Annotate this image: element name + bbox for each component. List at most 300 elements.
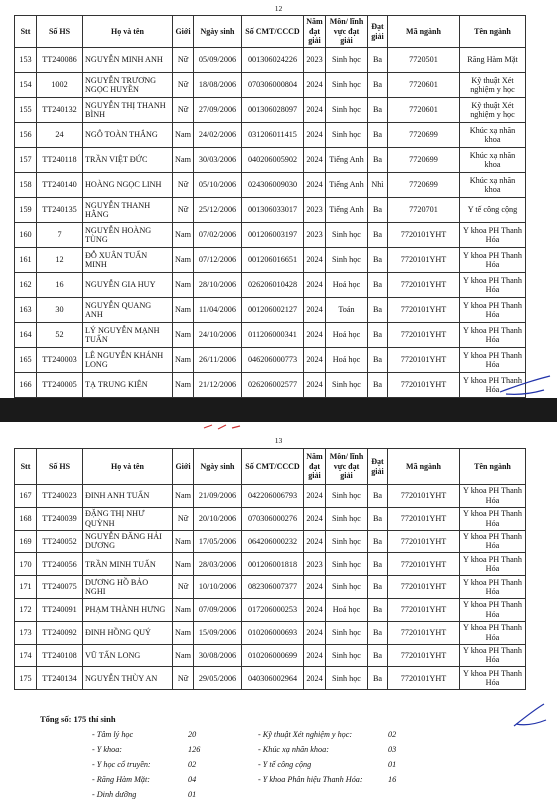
table-cell: Nam	[173, 323, 194, 348]
table-row	[15, 598, 526, 621]
table-cell: Sinh học	[326, 48, 368, 73]
table-cell: TT240075	[37, 576, 83, 599]
table-cell: 2023	[304, 553, 326, 576]
table-cell: Nữ	[173, 198, 194, 223]
table-cell: Y khoa PH Thanh Hóa	[460, 373, 526, 398]
table-cell: Y khoa PH Thanh Hóa	[460, 223, 526, 248]
table-cell: 026206010428	[242, 273, 304, 298]
table-row	[15, 173, 526, 198]
column-header: Tên ngành	[460, 449, 526, 485]
column-header: Môn/ lĩnh vực đạt giải	[326, 449, 368, 485]
table-cell: 12	[37, 248, 83, 273]
table-cell: Tiếng Anh	[326, 198, 368, 223]
table-cell: 2023	[304, 48, 326, 73]
table-cell: 28/10/2006	[194, 273, 242, 298]
table-cell: NGUYỄN ĐĂNG HẢI DƯƠNG	[83, 530, 173, 553]
table-cell: 001206003197	[242, 223, 304, 248]
table-cell: Nữ	[173, 73, 194, 98]
table-cell: 173	[15, 621, 37, 644]
table-cell: Nữ	[173, 576, 194, 599]
table-cell: 166	[15, 373, 37, 398]
table-cell: 172	[15, 598, 37, 621]
column-header: Tên ngành	[460, 16, 526, 48]
table-cell: 031206011415	[242, 123, 304, 148]
table-cell: 26/11/2006	[194, 348, 242, 373]
table-cell: 2023	[304, 198, 326, 223]
table-cell: Sinh học	[326, 553, 368, 576]
table-cell: 15/09/2006	[194, 621, 242, 644]
table-cell: 30/08/2006	[194, 644, 242, 667]
table-cell: 161	[15, 248, 37, 273]
table-cell: 2023	[304, 223, 326, 248]
table-cell: NGUYỄN TRƯƠNG NGỌC HUYỀN	[83, 73, 173, 98]
table-cell: Y khoa PH Thanh Hóa	[460, 644, 526, 667]
table-cell: 2024	[304, 248, 326, 273]
table-cell: Ba	[368, 148, 388, 173]
table-cell: 7720101YHT	[388, 507, 460, 530]
column-header: Giới	[173, 16, 194, 48]
table-cell: Ba	[368, 273, 388, 298]
table-cell: 010206000699	[242, 644, 304, 667]
column-header: Số CMT/CCCD	[242, 449, 304, 485]
summary-item-value: 126	[188, 745, 201, 754]
table-cell: 7720699	[388, 123, 460, 148]
column-header: Môn/ lĩnh vực đạt giải	[326, 16, 368, 48]
table-cell: 7720101YHT	[388, 667, 460, 690]
candidate-table-page-13	[14, 448, 526, 690]
table-cell: 17/05/2006	[194, 530, 242, 553]
table-cell: Nam	[173, 621, 194, 644]
table-cell: Sinh học	[326, 248, 368, 273]
table-row	[15, 248, 526, 273]
table-cell: Y khoa PH Thanh Hóa	[460, 273, 526, 298]
table-cell: Ba	[368, 298, 388, 323]
summary-item-value: 03	[388, 745, 397, 754]
table-cell: 7720101YHT	[388, 248, 460, 273]
table-cell: 162	[15, 273, 37, 298]
table-cell: Nhì	[368, 173, 388, 198]
column-header: Mã ngành	[388, 449, 460, 485]
table-row	[15, 373, 526, 398]
table-cell: 017206000253	[242, 598, 304, 621]
document-page-12	[0, 0, 557, 398]
table-cell: 25/12/2006	[194, 198, 242, 223]
table-cell: NGUYỄN MINH ANH	[83, 48, 173, 73]
column-header: Họ và tên	[83, 16, 173, 48]
table-cell: 2024	[304, 73, 326, 98]
table-cell: 156	[15, 123, 37, 148]
table-cell: 2024	[304, 485, 326, 508]
table-cell: Nam	[173, 553, 194, 576]
table-cell: 082306007377	[242, 576, 304, 599]
table-cell: Nữ	[173, 173, 194, 198]
table-cell: 2024	[304, 576, 326, 599]
table-cell: 2024	[304, 348, 326, 373]
table-cell: 154	[15, 73, 37, 98]
table-cell: Sinh học	[326, 530, 368, 553]
table-cell: 21/12/2006	[194, 373, 242, 398]
table-cell: 2024	[304, 373, 326, 398]
table-cell: LÊ NGUYỄN KHÁNH LONG	[83, 348, 173, 373]
table-cell: 2024	[304, 323, 326, 348]
table-cell: 171	[15, 576, 37, 599]
table-cell: Khúc xạ nhãn khoa	[460, 123, 526, 148]
table-cell: 042206006793	[242, 485, 304, 508]
table-cell: Y khoa PH Thanh Hóa	[460, 323, 526, 348]
table-cell: Nam	[173, 644, 194, 667]
table-cell: Sinh học	[326, 576, 368, 599]
red-stamp-mark-icon	[200, 422, 260, 432]
table-cell: ĐẶNG THỊ NHƯ QUỲNH	[83, 507, 173, 530]
table-cell: 2024	[304, 598, 326, 621]
table-cell: 11/04/2006	[194, 298, 242, 323]
table-cell: 2024	[304, 507, 326, 530]
table-cell: NGUYỄN GIA HUY	[83, 273, 173, 298]
table-cell: 158	[15, 173, 37, 198]
table-row	[15, 73, 526, 98]
column-header: Số HS	[37, 449, 83, 485]
table-cell: 2024	[304, 123, 326, 148]
table-cell: 7720101YHT	[388, 485, 460, 508]
table-cell: 30/03/2006	[194, 148, 242, 173]
table-cell: 7720101YHT	[388, 598, 460, 621]
table-cell: 30	[37, 298, 83, 323]
table-cell: Ba	[368, 348, 388, 373]
table-cell: 2024	[304, 148, 326, 173]
table-cell: ĐINH HỒNG QUÝ	[83, 621, 173, 644]
table-cell: TT240118	[37, 148, 83, 173]
column-header: Mã ngành	[388, 16, 460, 48]
table-cell: Sinh học	[326, 223, 368, 248]
table-cell: 27/09/2006	[194, 98, 242, 123]
table-cell: Y khoa PH Thanh Hóa	[460, 248, 526, 273]
table-cell: 07/12/2006	[194, 248, 242, 273]
table-cell: 7720101YHT	[388, 273, 460, 298]
table-cell: TT240005	[37, 373, 83, 398]
table-cell: 7	[37, 223, 83, 248]
table-row	[15, 148, 526, 173]
table-cell: 28/03/2006	[194, 553, 242, 576]
table-cell: Kỹ thuật Xét nghiệm y học	[460, 98, 526, 123]
summary-item-value: 20	[188, 730, 197, 739]
table-cell: Toán	[326, 298, 368, 323]
table-cell: 040206005902	[242, 148, 304, 173]
table-cell: 001206016651	[242, 248, 304, 273]
table-cell: 7720101YHT	[388, 530, 460, 553]
summary-item-value: 16	[388, 775, 397, 784]
table-cell: VŨ TẤN LONG	[83, 644, 173, 667]
table-row	[15, 485, 526, 508]
table-cell: Ba	[368, 248, 388, 273]
table-cell: 07/09/2006	[194, 598, 242, 621]
table-cell: Răng Hàm Mặt	[460, 48, 526, 73]
table-cell: 070306000276	[242, 507, 304, 530]
column-header: Đạt giải	[368, 449, 388, 485]
table-cell: Nam	[173, 298, 194, 323]
table-cell: Y khoa PH Thanh Hóa	[460, 598, 526, 621]
table-header-row	[15, 449, 526, 485]
table-cell: ĐỖ XUÂN TUẤN MINH	[83, 248, 173, 273]
page-gap	[0, 398, 557, 422]
table-cell: 7720101YHT	[388, 373, 460, 398]
table-cell: TT240092	[37, 621, 83, 644]
table-cell: Y khoa PH Thanh Hóa	[460, 348, 526, 373]
column-header: Đạt giải	[368, 16, 388, 48]
column-header: Số CMT/CCCD	[242, 16, 304, 48]
table-cell: 7720101YHT	[388, 348, 460, 373]
table-cell: 05/09/2006	[194, 48, 242, 73]
table-cell: 169	[15, 530, 37, 553]
table-cell: TRẦN MINH TUẤN	[83, 553, 173, 576]
table-cell: Nữ	[173, 667, 194, 690]
table-cell: 160	[15, 223, 37, 248]
table-cell: TT240091	[37, 598, 83, 621]
table-cell: Nam	[173, 223, 194, 248]
summary-item-value: 01	[388, 760, 397, 769]
table-cell: 29/05/2006	[194, 667, 242, 690]
table-cell: 2024	[304, 98, 326, 123]
table-cell: Ba	[368, 73, 388, 98]
table-cell: Ba	[368, 373, 388, 398]
summary-item-label: - Y khoa Phân hiệu Thanh Hóa:	[258, 775, 363, 784]
summary-title: Tổng số: 175 thí sinh	[40, 714, 116, 724]
column-header: Giới	[173, 449, 194, 485]
table-cell: 026206002577	[242, 373, 304, 398]
table-cell: Kỹ thuật Xét nghiệm y học	[460, 73, 526, 98]
table-cell: 159	[15, 198, 37, 223]
page-number: 12	[274, 4, 283, 13]
table-cell: 16	[37, 273, 83, 298]
table-cell: Ba	[368, 323, 388, 348]
table-cell: Khúc xạ nhãn khoa	[460, 173, 526, 198]
table-cell: Nữ	[173, 507, 194, 530]
summary-item-value: 02	[188, 760, 197, 769]
table-header-row	[15, 16, 526, 48]
table-cell: Sinh học	[326, 73, 368, 98]
table-cell: Y khoa PH Thanh Hóa	[460, 553, 526, 576]
summary-item-value: 04	[188, 775, 197, 784]
table-cell: Nam	[173, 348, 194, 373]
table-cell: 52	[37, 323, 83, 348]
table-cell: TRẦN VIỆT ĐỨC	[83, 148, 173, 173]
table-row	[15, 621, 526, 644]
summary-item-label: - Y khoa:	[92, 745, 123, 754]
table-cell: TT240108	[37, 644, 83, 667]
table-row	[15, 298, 526, 323]
table-cell: TẠ TRUNG KIÊN	[83, 373, 173, 398]
table-cell: 7720699	[388, 173, 460, 198]
table-cell: 010206000693	[242, 621, 304, 644]
table-cell: 1002	[37, 73, 83, 98]
table-cell: 7720699	[388, 148, 460, 173]
table-cell: 040306002964	[242, 667, 304, 690]
table-cell: 164	[15, 323, 37, 348]
table-cell: Hoá học	[326, 348, 368, 373]
summary-item-label: - Y học cổ truyền:	[92, 760, 151, 769]
table-row	[15, 98, 526, 123]
table-cell: 7720601	[388, 73, 460, 98]
table-cell: 170	[15, 553, 37, 576]
summary-item-value: 02	[388, 730, 397, 739]
table-cell: Ba	[368, 198, 388, 223]
column-header: Năm đạt giải	[304, 449, 326, 485]
table-cell: 7720101YHT	[388, 576, 460, 599]
table-cell: 7720101YHT	[388, 298, 460, 323]
column-header: Stt	[15, 449, 37, 485]
table-cell: Ba	[368, 530, 388, 553]
table-cell: 165	[15, 348, 37, 373]
table-cell: Nam	[173, 598, 194, 621]
table-cell: 18/08/2006	[194, 73, 242, 98]
table-cell: Ba	[368, 644, 388, 667]
table-cell: Ba	[368, 485, 388, 508]
table-cell: Y khoa PH Thanh Hóa	[460, 621, 526, 644]
table-cell: 024306009030	[242, 173, 304, 198]
table-cell: Hoá học	[326, 598, 368, 621]
table-cell: TT240023	[37, 485, 83, 508]
table-cell: Hoá học	[326, 323, 368, 348]
table-cell: Sinh học	[326, 98, 368, 123]
table-cell: Sinh học	[326, 644, 368, 667]
table-row	[15, 530, 526, 553]
column-header: Họ và tên	[83, 449, 173, 485]
table-cell: Nữ	[173, 98, 194, 123]
table-cell: Ba	[368, 553, 388, 576]
table-cell: 064206000232	[242, 530, 304, 553]
table-cell: Y khoa PH Thanh Hóa	[460, 530, 526, 553]
table-row	[15, 273, 526, 298]
table-cell: 7720101YHT	[388, 621, 460, 644]
table-cell: Sinh học	[326, 485, 368, 508]
table-cell: NGÔ TOÀN THẮNG	[83, 123, 173, 148]
table-cell: Ba	[368, 576, 388, 599]
table-cell: 7720601	[388, 98, 460, 123]
column-header: Năm đạt giải	[304, 16, 326, 48]
summary-item-value: 01	[188, 790, 197, 799]
table-cell: Ba	[368, 123, 388, 148]
table-cell: Nam	[173, 123, 194, 148]
summary-item-label: - Khúc xạ nhãn khoa:	[258, 745, 329, 754]
table-cell: 168	[15, 507, 37, 530]
table-cell: 24/02/2006	[194, 123, 242, 148]
table-cell: 05/10/2006	[194, 173, 242, 198]
table-row	[15, 667, 526, 690]
table-cell: HOÀNG NGỌC LINH	[83, 173, 173, 198]
column-header: Số HS	[37, 16, 83, 48]
table-cell: 001306033017	[242, 198, 304, 223]
table-cell: TT240140	[37, 173, 83, 198]
table-cell: 2024	[304, 530, 326, 553]
table-cell: Nam	[173, 148, 194, 173]
table-cell: 001206002127	[242, 298, 304, 323]
table-cell: Ba	[368, 48, 388, 73]
table-cell: 001306024226	[242, 48, 304, 73]
table-cell: 046206000773	[242, 348, 304, 373]
table-row	[15, 576, 526, 599]
table-cell: Tiếng Anh	[326, 173, 368, 198]
table-cell: 7720501	[388, 48, 460, 73]
signature-mark-icon	[510, 700, 550, 730]
table-cell: 167	[15, 485, 37, 508]
table-cell: Ba	[368, 507, 388, 530]
table-cell: 7720701	[388, 198, 460, 223]
table-cell: 21/09/2006	[194, 485, 242, 508]
table-cell: 001306028097	[242, 98, 304, 123]
table-row	[15, 323, 526, 348]
table-cell: Sinh học	[326, 621, 368, 644]
table-cell: Ba	[368, 598, 388, 621]
table-cell: TT240135	[37, 198, 83, 223]
table-cell: Sinh học	[326, 667, 368, 690]
table-cell: Nam	[173, 273, 194, 298]
table-cell: 153	[15, 48, 37, 73]
table-cell: 157	[15, 148, 37, 173]
table-cell: 174	[15, 644, 37, 667]
table-row	[15, 348, 526, 373]
table-cell: 24	[37, 123, 83, 148]
summary-item-label: - Kỹ thuật Xét nghiệm y học:	[258, 730, 353, 739]
table-cell: Y khoa PH Thanh Hóa	[460, 576, 526, 599]
table-cell: 20/10/2006	[194, 507, 242, 530]
table-cell: Y tế công cộng	[460, 198, 526, 223]
table-cell: TT240039	[37, 507, 83, 530]
table-row	[15, 507, 526, 530]
table-cell: Khúc xạ nhãn khoa	[460, 148, 526, 173]
signature-mark-icon	[496, 372, 556, 398]
table-cell: Y khoa PH Thanh Hóa	[460, 298, 526, 323]
table-cell: 10/10/2006	[194, 576, 242, 599]
table-cell: 2024	[304, 298, 326, 323]
table-row	[15, 48, 526, 73]
table-cell: Nam	[173, 373, 194, 398]
summary-item-label: - Tâm lý học	[92, 730, 134, 739]
table-cell: 2024	[304, 621, 326, 644]
table-cell: Sinh học	[326, 373, 368, 398]
table-cell: 24/10/2006	[194, 323, 242, 348]
table-cell: Ba	[368, 621, 388, 644]
table-cell: Ba	[368, 98, 388, 123]
table-cell: 2024	[304, 667, 326, 690]
table-cell: LÝ NGUYỄN MẠNH TUẤN	[83, 323, 173, 348]
table-row	[15, 644, 526, 667]
table-cell: 070306000804	[242, 73, 304, 98]
column-header: Ngày sinh	[194, 449, 242, 485]
table-cell: 001206001818	[242, 553, 304, 576]
table-cell: NGUYỄN THÙY AN	[83, 667, 173, 690]
table-row	[15, 223, 526, 248]
table-cell: 2024	[304, 644, 326, 667]
table-cell: Nam	[173, 248, 194, 273]
table-cell: TT240003	[37, 348, 83, 373]
table-cell: Tiếng Anh	[326, 148, 368, 173]
table-cell: ĐINH ANH TUẤN	[83, 485, 173, 508]
table-cell: Nam	[173, 530, 194, 553]
table-cell: 7720101YHT	[388, 644, 460, 667]
table-cell: Ba	[368, 667, 388, 690]
table-cell: NGUYỄN THỊ THANH BÌNH	[83, 98, 173, 123]
table-cell: TT240134	[37, 667, 83, 690]
table-cell: Y khoa PH Thanh Hóa	[460, 485, 526, 508]
table-cell: TT240086	[37, 48, 83, 73]
table-cell: Hoá học	[326, 273, 368, 298]
candidate-table-page-12	[14, 15, 526, 398]
table-cell: PHẠM THÀNH HƯNG	[83, 598, 173, 621]
table-cell: 7720101YHT	[388, 323, 460, 348]
table-row	[15, 123, 526, 148]
table-cell: NGUYỄN QUANG ANH	[83, 298, 173, 323]
table-cell: 155	[15, 98, 37, 123]
table-cell: TT240052	[37, 530, 83, 553]
